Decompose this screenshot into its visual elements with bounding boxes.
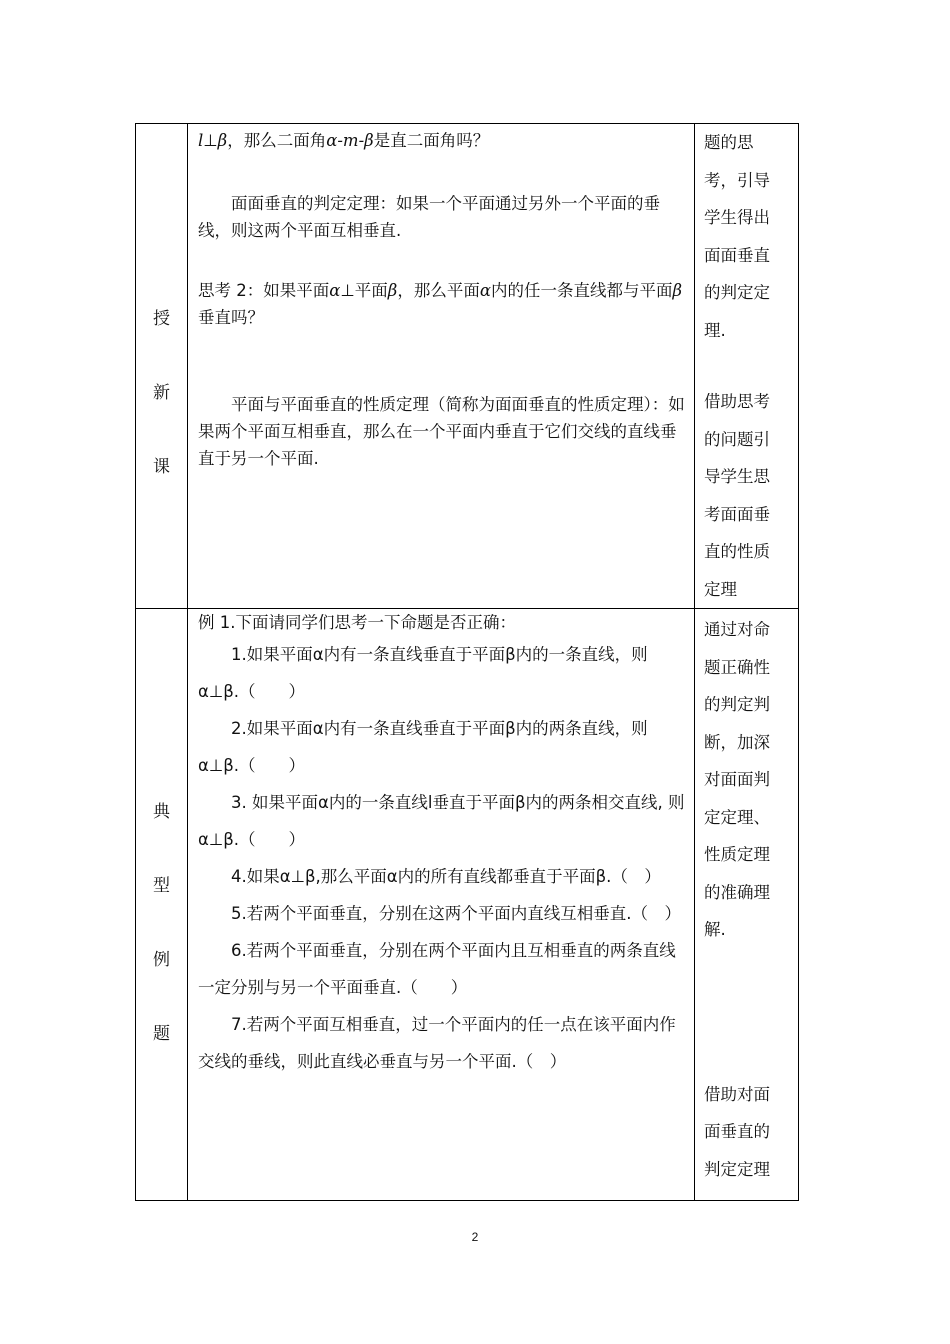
section-content-examples: [188, 609, 695, 1201]
note-block-3: 通过对命 题正确性 的判定判 断，加深 对面面判 定定理、 性质定理 的准确理 解.: [704, 620, 770, 939]
section-note-new-lesson: [695, 124, 799, 609]
judgement-theorem: 面面垂直的判定定理：如果一个平面通过另外一个平面的垂线，则这两个平面互相垂直.: [198, 194, 660, 240]
section-content-new-lesson: [188, 124, 695, 609]
section-new-lesson-row: [136, 124, 799, 609]
example-title: 例 1.下面请同学们思考一下命题是否正确：: [198, 613, 516, 632]
label-char: 授: [153, 309, 170, 329]
intro-question: l⊥β，那么二面角α-m-β是直二面角吗？: [198, 131, 490, 150]
example-item: 4.如果α⊥β,那么平面α内的所有直线都垂直于平面β.（ ）: [231, 867, 661, 886]
think-2-question: 思考 2：如果平面α⊥平面β，那么平面α内的任一条直线都与平面β垂直吗？: [198, 281, 683, 327]
example-item: 6.若两个平面垂直，分别在两个平面内且互相垂直的两条直线一定分别与另一个平面垂直.（ ）: [198, 941, 676, 997]
label-char: 典: [153, 802, 170, 822]
example-item: 2.如果平面α内有一条直线垂直于平面β内的两条直线，则α⊥β.（ ）: [198, 719, 648, 775]
label-char: 课: [153, 457, 170, 477]
note-block-4: 借助对面 面垂直的 判定定理: [704, 1084, 770, 1179]
section-label-new-lesson: [136, 124, 188, 609]
note-block-1: 题的思 考，引导 学生得出 面面垂直 的判定定 理.: [704, 133, 770, 340]
section-label-examples: [136, 609, 188, 1201]
label-char: 新: [153, 383, 170, 403]
note-block-2: 借助思考 的问题引 导学生思 考面面垂 直的性质 定理: [704, 392, 770, 599]
property-theorem: 平面与平面垂直的性质定理（简称为面面垂直的性质定理）：如果两个平面互相垂直，那么在一个平面内垂直于它们交线的直线垂直于另一个平面.: [198, 395, 685, 468]
example-item: 7.若两个平面互相垂直，过一个平面内的任一点在该平面内作交线的垂线，则此直线必垂直与另一个平面.（ ）: [198, 1015, 676, 1071]
example-item: 3. 如果平面α内的一条直线l垂直于平面β内的两条相交直线, 则α⊥β.（ ）: [198, 793, 685, 849]
label-char: 型: [153, 876, 170, 896]
label-char: 例: [153, 950, 170, 970]
page-number: 2: [471, 1230, 479, 1244]
label-char: 题: [153, 1024, 170, 1044]
example-item: 1.如果平面α内有一条直线垂直于平面β内的一条直线，则α⊥β.（ ）: [198, 645, 648, 701]
example-item: 5.若两个平面垂直，分别在这两个平面内直线互相垂直.（ ）: [231, 904, 681, 923]
lesson-plan-table: [135, 123, 799, 1201]
section-examples-row: [136, 609, 799, 1201]
section-note-examples: [695, 609, 799, 1201]
